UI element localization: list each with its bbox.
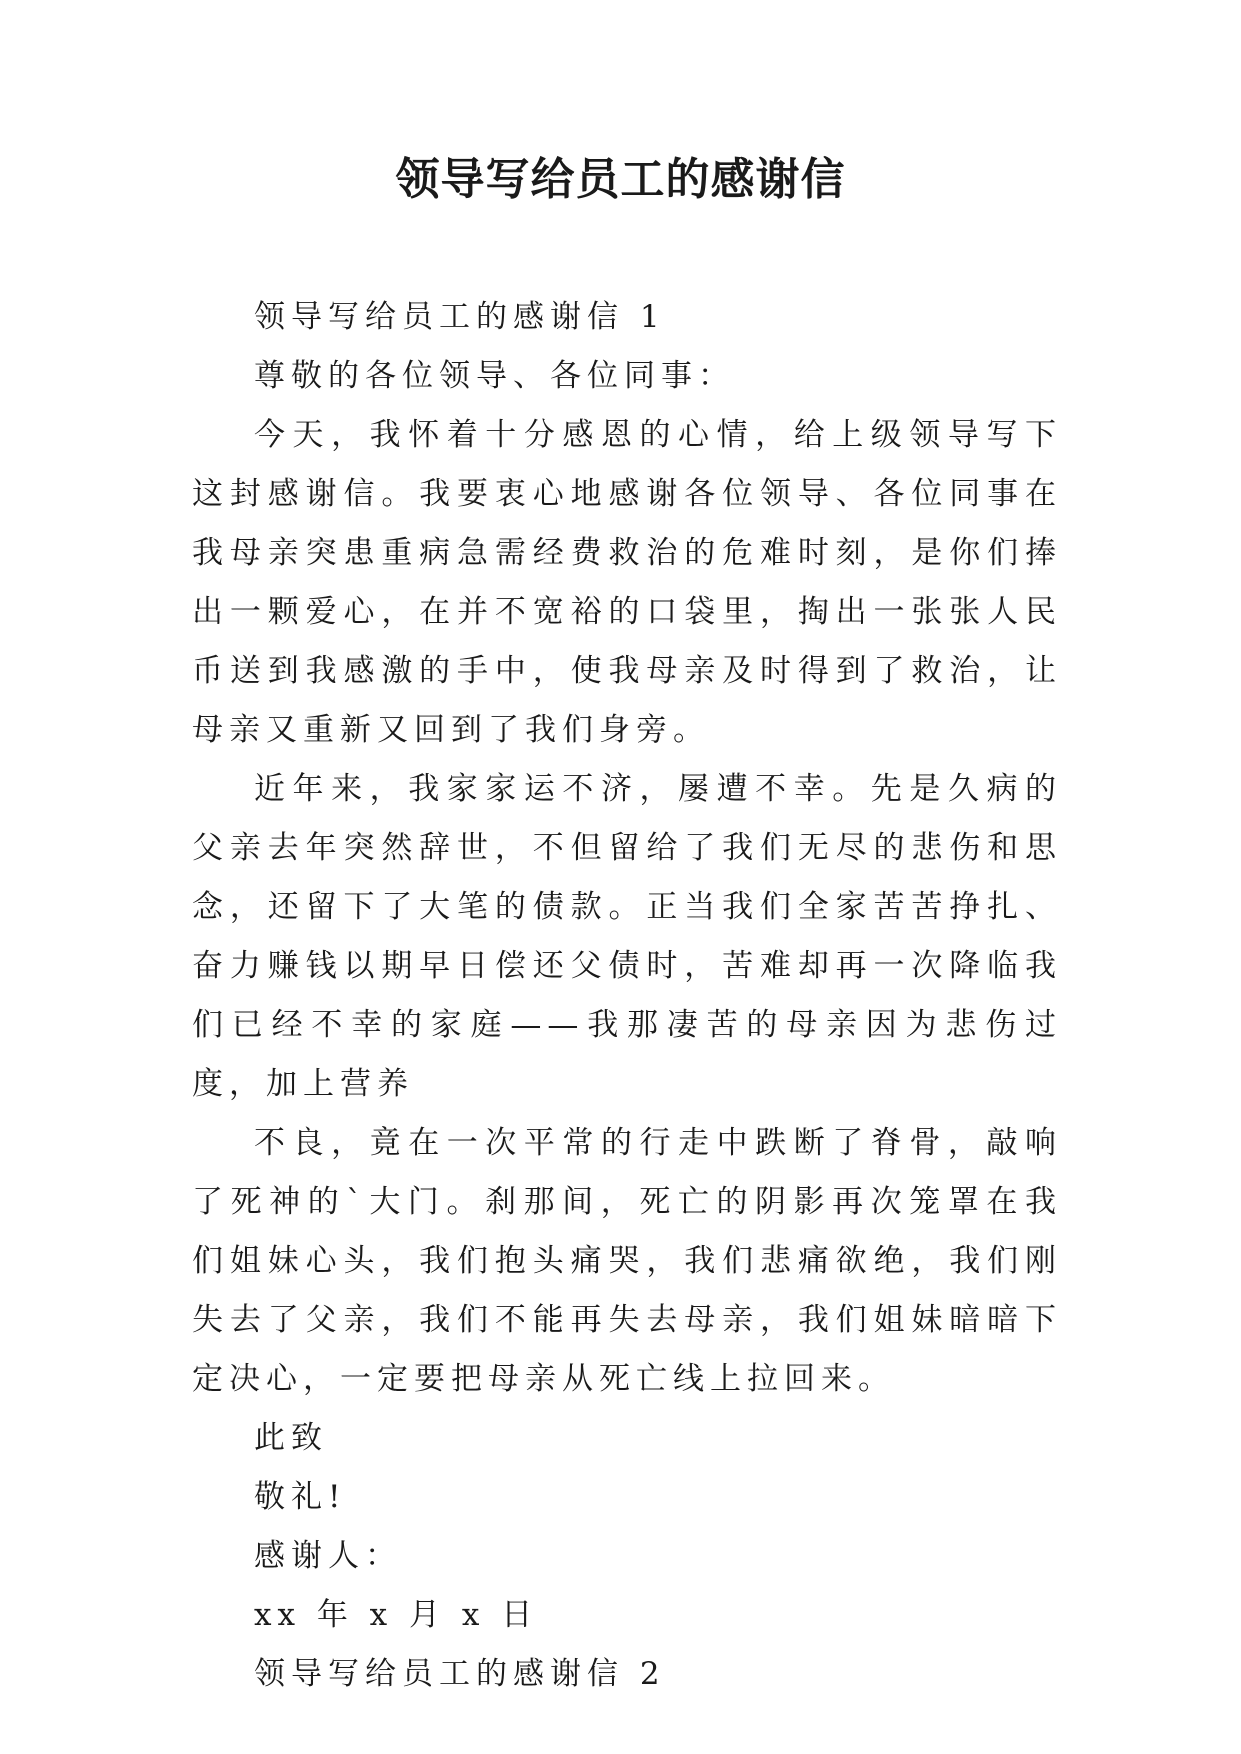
closing-line-2: 敬礼! bbox=[254, 1479, 347, 1515]
closing-line-1: 此致 bbox=[254, 1420, 328, 1456]
section-heading-2: 领导写给员工的感谢信 2 bbox=[254, 1656, 666, 1692]
section-heading-1: 领导写给员工的感谢信 1 bbox=[254, 299, 666, 335]
document-title: 领导写给员工的感谢信 bbox=[395, 154, 846, 205]
date-line: xx 年 x 月 x 日 bbox=[254, 1597, 539, 1633]
body-paragraph-3: 不良，竟在一次平常的行走中跌断了脊骨，敲响了死神的`大门。刹那间，死亡的阴影再次笼罩在我们姐妹心头，我们抱头痛哭，我们悲痛欲绝，我们刚失去了父亲，我们不能再失去母亲，我们姐妹暗暗下定决心，一定要把母亲从死亡线上拉回来。 bbox=[192, 1125, 1062, 1397]
signature-label: 感谢人： bbox=[254, 1538, 402, 1574]
salutation: 尊敬的各位领导、各位同事： bbox=[254, 358, 735, 394]
document-body bbox=[192, 288, 1062, 1704]
body-paragraph-2: 近年来，我家家运不济，屡遭不幸。先是久病的父亲去年突然辞世，不但留给了我们无尽的悲伤和思念，还留下了大笔的债款。正当我们全家苦苦挣扎、奋力赚钱以期早日偿还父债时，苦难却再一次降临我们已经不幸的家庭——我那凄苦的母亲因为悲伤过度，加上营养 bbox=[192, 771, 1062, 1102]
body-paragraph-1: 今天，我怀着十分感恩的心情，给上级领导写下这封感谢信。我要衷心地感谢各位领导、各位同事在我母亲突患重病急需经费救治的危难时刻，是你们捧出一颗爱心，在并不宽裕的口袋里，掏出一张张人民币送到我感激的手中，使我母亲及时得到了救治，让母亲又重新又回到了我们身旁。 bbox=[192, 417, 1062, 748]
